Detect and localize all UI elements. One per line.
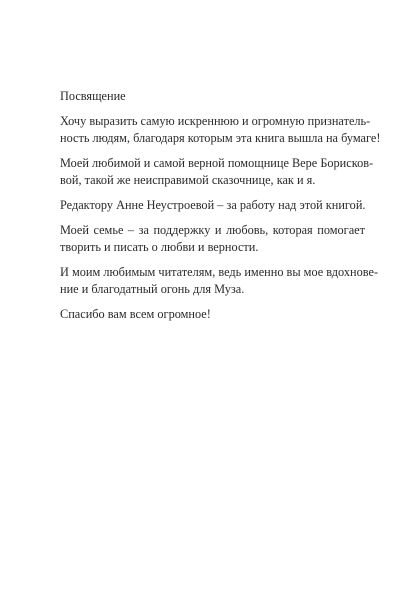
paragraph-thanks (60, 306, 365, 323)
text-line: вой, такой же неисправимой сказочнице, как и я. (60, 173, 316, 187)
paragraph-family (60, 222, 365, 256)
text-line: Хочу выразить самую искреннюю и огромную признатель- (60, 114, 371, 128)
text-line: Моей любимой и самой верной помощнице Вере Борисков- (60, 156, 374, 170)
text-line: И моим любимым читателям, ведь именно вы мое вдохнове- (60, 265, 379, 279)
text-line: Моей семье – за поддержку и любовь, которая помогает (60, 223, 365, 237)
text-line: творить и писать о любви и верности. (60, 240, 259, 254)
text-line: ние и благодатный огонь для Муза. (60, 282, 245, 296)
paragraph-gratitude (60, 113, 381, 147)
dedication-text (60, 88, 381, 331)
paragraph-assistant (60, 155, 374, 189)
text-line: Редактору Анне Неустроевой – за работу над этой книгой. (60, 198, 366, 212)
paragraph-editor (60, 197, 365, 214)
text-line: Спасибо вам всем огромное! (60, 307, 211, 321)
text-line: ность людям, благодаря которым эта книга вышла на бумаге! (60, 131, 381, 145)
dedication-heading: Посвящение (60, 89, 126, 103)
paragraph-readers (60, 264, 379, 298)
